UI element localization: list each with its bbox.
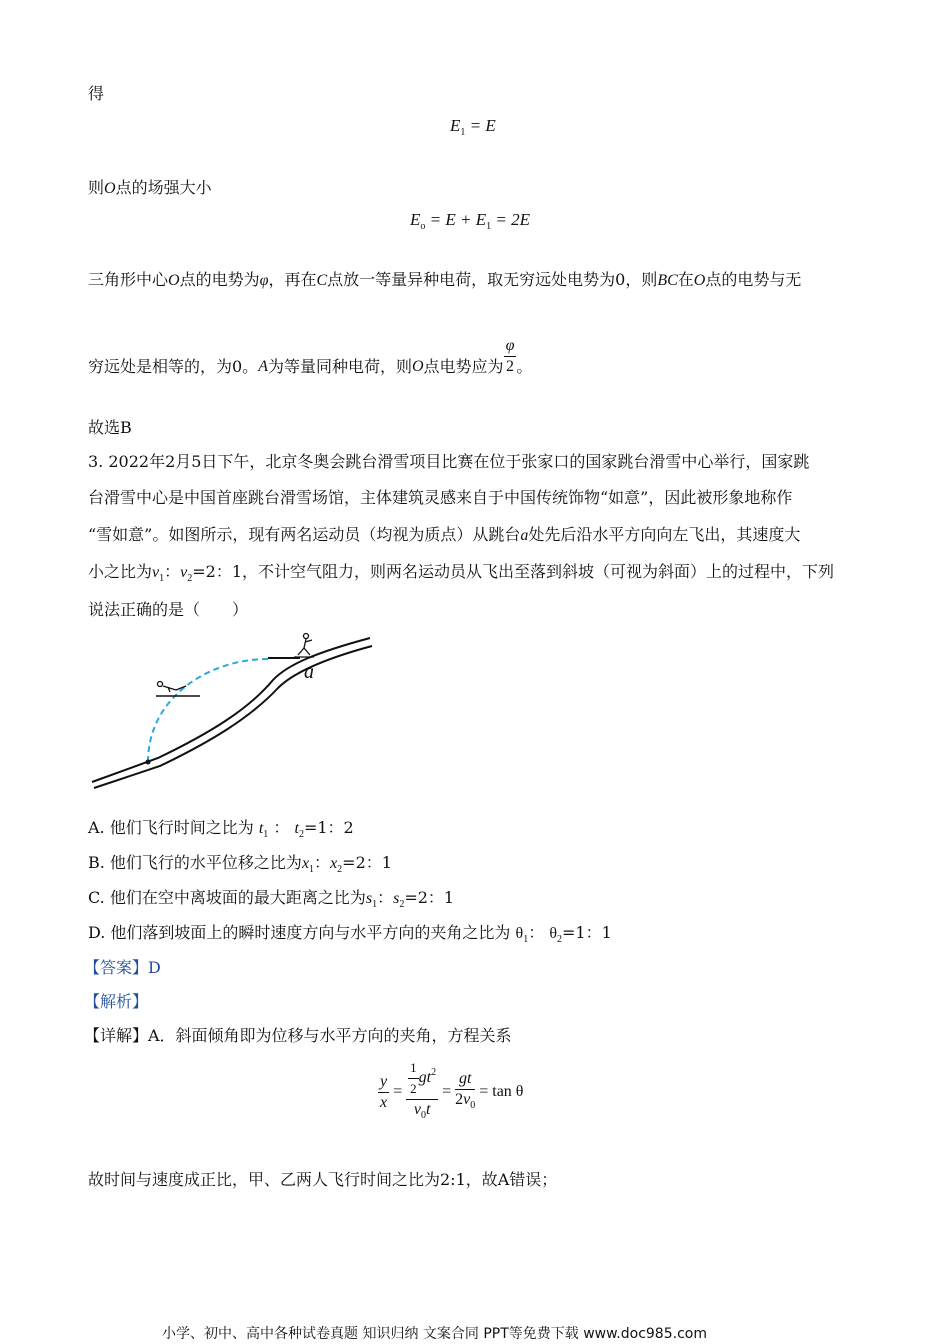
- text-field-strength: 则O点的场强大小: [88, 178, 212, 197]
- question-3-line2: 台滑雪中心是中国首座跳台滑雪场馆，主体建筑灵感来自于中国传统饰物“如意”，因此被形象地称作: [88, 488, 793, 507]
- fraction-y-over-x: $\frac{y}{x}$: [380, 1072, 388, 1111]
- fraction-phi-over-2: $\frac{\varphi}{2}$: [505, 337, 515, 375]
- option-d: D. 他们落到坡面上的瞬时速度方向与水平方向的夹角之比为 $\theta_1$： $\theta_2=1$：1: [88, 923, 612, 945]
- question-3-line3: “雪如意”。如图所示，现有两名运动员（均视为质点）从跳台a处先后沿水平方向向左飞出，其速度大: [88, 525, 801, 544]
- fraction-gt-over-2v0: $\frac{gt}{2v_0}$: [455, 1069, 476, 1111]
- option-c: C. 他们在空中离坡面的最大距离之比为$s_1$：$s_2=2$：1: [88, 888, 455, 910]
- text-choose-b: 故选B: [88, 418, 132, 437]
- label-a: a: [304, 661, 314, 683]
- answer-label: 【答案】D: [84, 958, 161, 977]
- text-potential-line2: 穷远处是相等的，为0。A为等量同种电荷，则O点电势应为 $\frac{\varphi}{2}$ 。: [88, 337, 533, 376]
- equation-eo: $E_o = E + E_1 = 2E$: [410, 210, 530, 232]
- question-3-line5: 说法正确的是（ ）: [88, 600, 249, 619]
- text-potential-line1: 三角形中心O点的电势为φ，再在C点放一等量异种电荷，取无穷远处电势为0，则BC在O点的电势与无: [88, 270, 802, 289]
- option-a: A. 他们飞行时间之比为 $t_1$ ： $t_2=1$：2: [88, 818, 354, 840]
- equation-tan-theta: $\frac{y}{x}$ = $\frac{1}{2}$ $gt^2$ $v_0t$ = $\frac{gt}{2v_0}$ = tan θ: [378, 1058, 523, 1126]
- conclusion-line: 故时间与速度成正比，甲、乙两人飞行时间之比为2:1，故A错误；: [88, 1170, 558, 1189]
- skier-at-ramp-icon: [294, 634, 314, 658]
- text-de: 得: [88, 84, 105, 103]
- trajectory-dashed: [148, 659, 268, 762]
- question-3-line4: 小之比为$v_1$：$v_2=2$：1，不计空气阻力，则两名运动员从飞出至落到斜坡（可视为斜面）上的过程中，下列: [88, 562, 835, 584]
- detail-line: 【详解】A．斜面倾角即为位移与水平方向的夹角，方程关系: [84, 1026, 512, 1045]
- landing-point: [146, 760, 151, 765]
- analysis-label: 【解析】: [84, 992, 149, 1011]
- question-3-line1: 3. 2022年2月5日下午，北京冬奥会跳台滑雪项目比赛在位于张家口的国家跳台滑雪中心举行，国家跳: [88, 452, 810, 471]
- footer-text: 小学、初中、高中各种试卷真题 知识归纳 文案合同 PPT等免费下载 www.doc985.com: [162, 1326, 707, 1342]
- equation-e1: $E_1 = E$: [450, 116, 496, 138]
- skier-flying-icon: [156, 682, 200, 697]
- ski-jump-figure: [88, 628, 378, 790]
- option-b: B. 他们飞行的水平位移之比为$x_1$：$x_2=2$：1: [88, 853, 392, 875]
- fraction-half-gt2-over-v0t: $\frac{1}{2}$ $gt^2$ $v_0t$: [406, 1058, 438, 1126]
